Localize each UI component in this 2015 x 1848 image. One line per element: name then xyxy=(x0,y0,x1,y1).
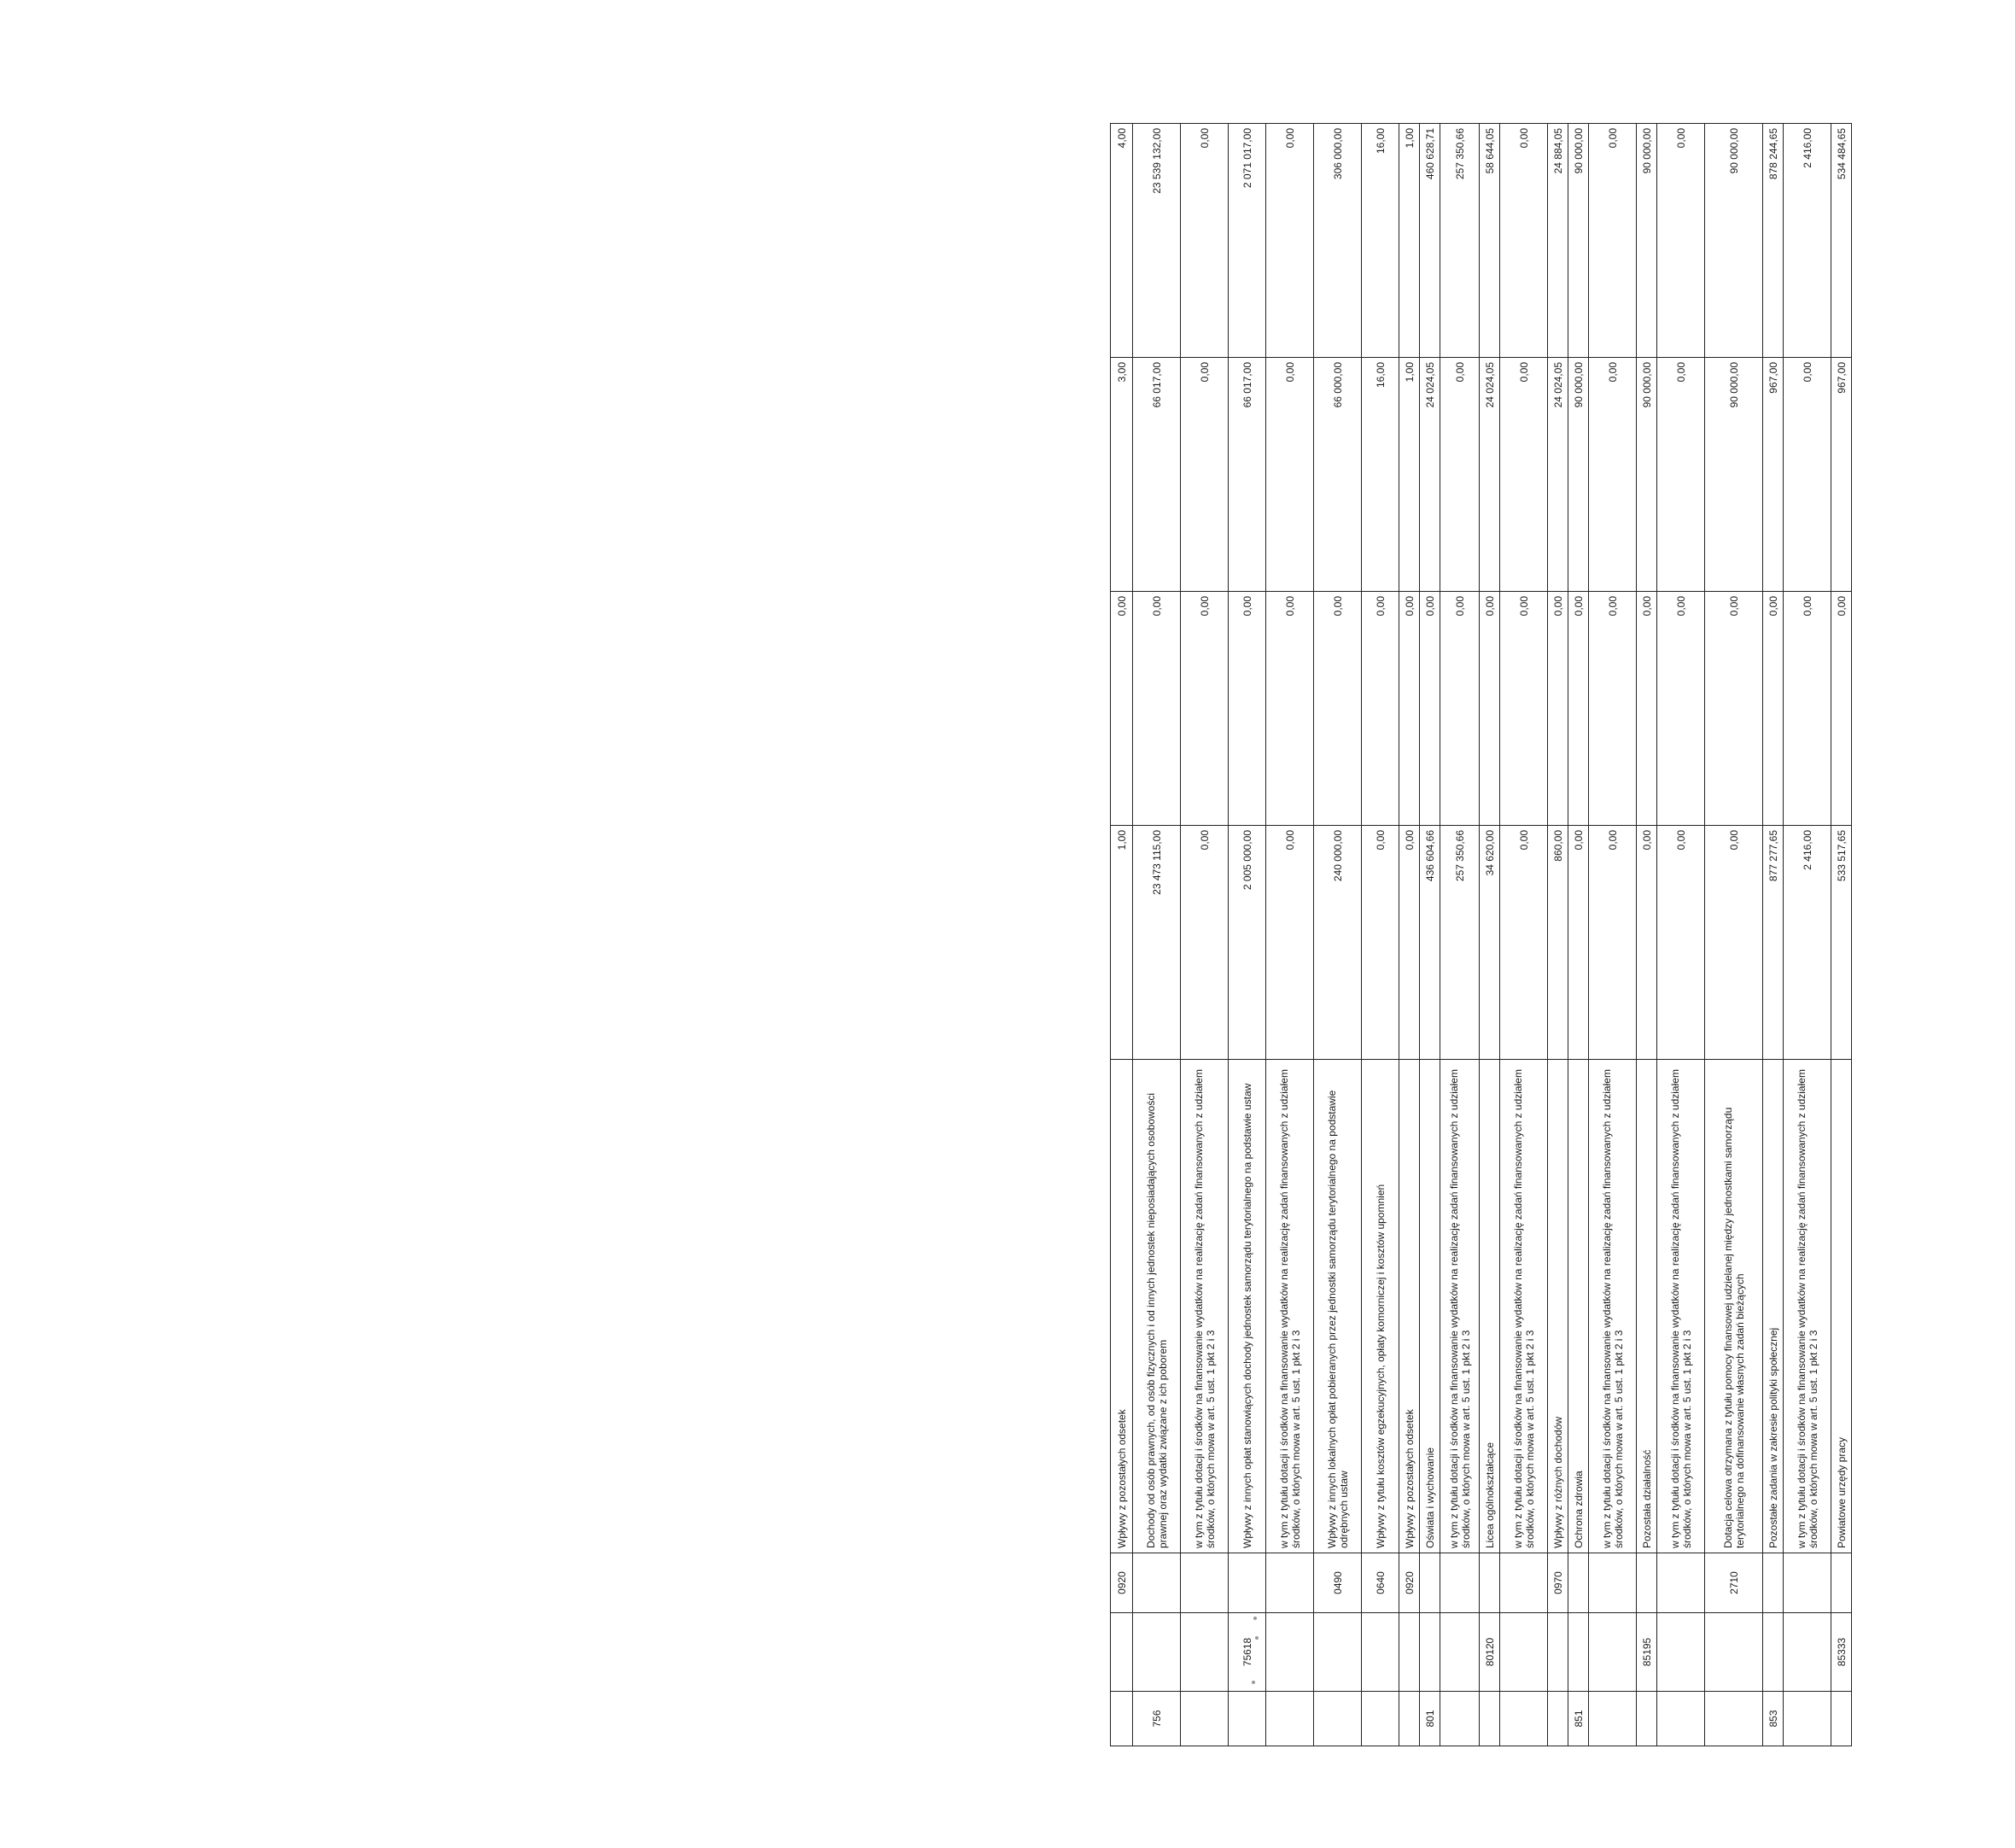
increase-amount-cell: 90 000,00 xyxy=(1637,358,1657,592)
paragraf-cell xyxy=(1420,1553,1440,1613)
after-change-amount-cell: 90 000,00 xyxy=(1637,124,1657,358)
increase-amount-cell: 967,00 xyxy=(1763,358,1784,592)
description-cell: Wpływy z pozostałych odsetek xyxy=(1111,1060,1133,1553)
description-cell: w tym z tytułu dotacji i środków na finansowanie wydatków na realizację zadań finansowanych z udziałem środków, o których mowa w art. 5 ust. 1 pkt 2 i 3 xyxy=(1657,1060,1705,1553)
rozdzial-cell: 85195 xyxy=(1637,1613,1657,1692)
increase-amount-cell: 0,00 xyxy=(1784,358,1831,592)
decrease-amount-cell: 0,00 xyxy=(1420,592,1440,826)
after-change-amount-cell: 0,00 xyxy=(1181,124,1229,358)
dzial-cell xyxy=(1440,1692,1480,1746)
dzial-cell xyxy=(1784,1692,1831,1746)
plan-amount-cell: 0,00 xyxy=(1181,826,1229,1060)
decrease-amount-cell: 0,00 xyxy=(1589,592,1637,826)
table-row xyxy=(1440,124,1480,1746)
rozdzial-cell xyxy=(1111,1613,1133,1692)
after-change-amount-cell: 23 539 132,00 xyxy=(1133,124,1181,358)
decrease-amount-cell: 0,00 xyxy=(1705,592,1763,826)
plan-amount-cell: 0,00 xyxy=(1362,826,1399,1060)
description-cell: w tym z tytułu dotacji i środków na finansowanie wydatków na realizację zadań finansowanych z udziałem środków, o których mowa w art. 5 ust. 1 pkt 2 i 3 xyxy=(1440,1060,1480,1553)
plan-amount-cell: 0,00 xyxy=(1266,826,1314,1060)
paragraf-cell xyxy=(1133,1553,1181,1613)
paragraf-cell xyxy=(1831,1553,1852,1613)
dzial-cell xyxy=(1266,1692,1314,1746)
rozdzial-cell xyxy=(1440,1613,1480,1692)
description-cell: Pozostała działalność xyxy=(1637,1060,1657,1553)
paragraf-cell: 0920 xyxy=(1111,1553,1133,1613)
table-row xyxy=(1831,124,1852,1746)
decrease-amount-cell: 0,00 xyxy=(1229,592,1266,826)
dzial-cell xyxy=(1589,1692,1637,1746)
rozdzial-cell xyxy=(1420,1613,1440,1692)
rozdzial-cell xyxy=(1784,1613,1831,1692)
dzial-cell xyxy=(1657,1692,1705,1746)
dzial-cell xyxy=(1705,1692,1763,1746)
after-change-amount-cell: 0,00 xyxy=(1657,124,1705,358)
dzial-cell xyxy=(1362,1692,1399,1746)
rozdzial-cell xyxy=(1705,1613,1763,1692)
increase-amount-cell: 0,00 xyxy=(1266,358,1314,592)
paragraf-cell xyxy=(1589,1553,1637,1613)
after-change-amount-cell: 534 484,65 xyxy=(1831,124,1852,358)
dzial-cell: 853 xyxy=(1763,1692,1784,1746)
dzial-cell xyxy=(1831,1692,1852,1746)
paragraf-cell: 0490 xyxy=(1314,1553,1362,1613)
rozdzial-cell xyxy=(1763,1613,1784,1692)
rozdzial-cell: 75618 xyxy=(1229,1613,1266,1692)
after-change-amount-cell: 878 244,65 xyxy=(1763,124,1784,358)
paragraf-cell: 0920 xyxy=(1399,1553,1420,1613)
plan-amount-cell: 860,00 xyxy=(1548,826,1568,1060)
decrease-amount-cell: 0,00 xyxy=(1314,592,1362,826)
dzial-cell xyxy=(1111,1692,1133,1746)
increase-amount-cell: 90 000,00 xyxy=(1705,358,1763,592)
dzial-cell: 756 xyxy=(1133,1692,1181,1746)
plan-amount-cell: 0,00 xyxy=(1705,826,1763,1060)
after-change-amount-cell: 0,00 xyxy=(1500,124,1548,358)
decrease-amount-cell: 0,00 xyxy=(1399,592,1420,826)
increase-amount-cell: 66 017,00 xyxy=(1133,358,1181,592)
increase-amount-cell: 0,00 xyxy=(1657,358,1705,592)
after-change-amount-cell: 306 000,00 xyxy=(1314,124,1362,358)
increase-amount-cell: 66 017,00 xyxy=(1229,358,1266,592)
description-cell: Powiatowe urzędy pracy xyxy=(1831,1060,1852,1553)
rozdzial-cell xyxy=(1399,1613,1420,1692)
plan-amount-cell: 0,00 xyxy=(1568,826,1589,1060)
paragraf-cell xyxy=(1568,1553,1589,1613)
rozdzial-cell xyxy=(1314,1613,1362,1692)
paragraf-cell: 0640 xyxy=(1362,1553,1399,1613)
after-change-amount-cell: 90 000,00 xyxy=(1705,124,1763,358)
plan-amount-cell: 2 416,00 xyxy=(1784,826,1831,1060)
after-change-amount-cell: 4,00 xyxy=(1111,124,1133,358)
increase-amount-cell: 24 024,05 xyxy=(1420,358,1440,592)
increase-amount-cell: 0,00 xyxy=(1181,358,1229,592)
decrease-amount-cell: 0,00 xyxy=(1500,592,1548,826)
plan-amount-cell: 0,00 xyxy=(1657,826,1705,1060)
description-cell: Pozostałe zadania w zakresie polityki społecznej xyxy=(1763,1060,1784,1553)
table-row xyxy=(1362,124,1399,1746)
dzial-cell xyxy=(1548,1692,1568,1746)
dzial-cell xyxy=(1229,1692,1266,1746)
after-change-amount-cell: 16,00 xyxy=(1362,124,1399,358)
paragraf-cell xyxy=(1480,1553,1500,1613)
plan-amount-cell: 0,00 xyxy=(1637,826,1657,1060)
decrease-amount-cell: 0,00 xyxy=(1763,592,1784,826)
table-body xyxy=(1111,124,1852,1746)
after-change-amount-cell: 24 884,05 xyxy=(1548,124,1568,358)
plan-amount-cell: 23 473 115,00 xyxy=(1133,826,1181,1060)
description-cell: Wpływy z różnych dochodów xyxy=(1548,1060,1568,1553)
rozdzial-cell xyxy=(1133,1613,1181,1692)
paragraf-cell xyxy=(1181,1553,1229,1613)
rozdzial-cell xyxy=(1589,1613,1637,1692)
after-change-amount-cell: 460 628,71 xyxy=(1420,124,1440,358)
paragraf-cell xyxy=(1784,1553,1831,1613)
dzial-cell: 851 xyxy=(1568,1692,1589,1746)
table-row xyxy=(1266,124,1314,1746)
rozdzial-cell xyxy=(1568,1613,1589,1692)
increase-amount-cell: 967,00 xyxy=(1831,358,1852,592)
plan-amount-cell: 2 005 000,00 xyxy=(1229,826,1266,1060)
rozdzial-cell: 80120 xyxy=(1480,1613,1500,1692)
table-row xyxy=(1763,124,1784,1746)
description-cell: w tym z tytułu dotacji i środków na finansowanie wydatków na realizację zadań finansowanych z udziałem środków, o których mowa w art. 5 ust. 1 pkt 2 i 3 xyxy=(1266,1060,1314,1553)
after-change-amount-cell: 1,00 xyxy=(1399,124,1420,358)
paragraf-cell xyxy=(1763,1553,1784,1613)
increase-amount-cell: 16,00 xyxy=(1362,358,1399,592)
decrease-amount-cell: 0,00 xyxy=(1440,592,1480,826)
description-cell: Oświata i wychowanie xyxy=(1420,1060,1440,1553)
decrease-amount-cell: 0,00 xyxy=(1784,592,1831,826)
dzial-cell xyxy=(1637,1692,1657,1746)
dzial-cell xyxy=(1399,1692,1420,1746)
table-row xyxy=(1111,124,1133,1746)
description-cell: Licea ogólnokształcące xyxy=(1480,1060,1500,1553)
paragraf-cell xyxy=(1440,1553,1480,1613)
table-row xyxy=(1784,124,1831,1746)
rozdzial-cell xyxy=(1500,1613,1548,1692)
plan-amount-cell: 0,00 xyxy=(1500,826,1548,1060)
description-cell: w tym z tytułu dotacji i środków na finansowanie wydatków na realizację zadań finansowanych z udziałem środków, o których mowa w art. 5 ust. 1 pkt 2 i 3 xyxy=(1589,1060,1637,1553)
decrease-amount-cell: 0,00 xyxy=(1133,592,1181,826)
rozdzial-cell xyxy=(1181,1613,1229,1692)
table-row xyxy=(1589,124,1637,1746)
increase-amount-cell: 24 024,05 xyxy=(1548,358,1568,592)
increase-amount-cell: 24 024,05 xyxy=(1480,358,1500,592)
scan-speck xyxy=(1253,1617,1257,1620)
paragraf-cell: 0970 xyxy=(1548,1553,1568,1613)
increase-amount-cell: 1,00 xyxy=(1399,358,1420,592)
after-change-amount-cell: 2 416,00 xyxy=(1784,124,1831,358)
after-change-amount-cell: 58 644,05 xyxy=(1480,124,1500,358)
rozdzial-cell xyxy=(1266,1613,1314,1692)
after-change-amount-cell: 2 071 017,00 xyxy=(1229,124,1266,358)
description-cell: Dochody od osób prawnych, od osób fizycznych i od innych jednostek nieposiadających osobowości prawnej oraz wydatki związane z ich poborem xyxy=(1133,1060,1181,1553)
plan-amount-cell: 1,00 xyxy=(1111,826,1133,1060)
description-cell: w tym z tytułu dotacji i środków na finansowanie wydatków na realizację zadań finansowanych z udziałem środków, o których mowa w art. 5 ust. 1 pkt 2 i 3 xyxy=(1181,1060,1229,1553)
plan-amount-cell: 877 277,65 xyxy=(1763,826,1784,1060)
table-row xyxy=(1637,124,1657,1746)
decrease-amount-cell: 0,00 xyxy=(1831,592,1852,826)
paragraf-cell xyxy=(1500,1553,1548,1613)
description-cell: Dotacja celowa otrzymana z tytułu pomocy finansowej udzielanej między jednostkami samorządu terytorialnego na dofinansowanie własnych zadań bieżących xyxy=(1705,1060,1763,1553)
table-row xyxy=(1548,124,1568,1746)
paragraf-cell xyxy=(1229,1553,1266,1613)
increase-amount-cell: 0,00 xyxy=(1589,358,1637,592)
after-change-amount-cell: 90 000,00 xyxy=(1568,124,1589,358)
decrease-amount-cell: 0,00 xyxy=(1657,592,1705,826)
decrease-amount-cell: 0,00 xyxy=(1637,592,1657,826)
dzial-cell xyxy=(1480,1692,1500,1746)
plan-amount-cell: 436 604,66 xyxy=(1420,826,1440,1060)
table-row xyxy=(1420,124,1440,1746)
budget-income-table xyxy=(1110,123,1852,1746)
dzial-cell: 801 xyxy=(1420,1692,1440,1746)
table-row xyxy=(1133,124,1181,1746)
dzial-cell xyxy=(1500,1692,1548,1746)
description-cell: Ochrona zdrowia xyxy=(1568,1060,1589,1553)
table-row xyxy=(1314,124,1362,1746)
after-change-amount-cell: 0,00 xyxy=(1589,124,1637,358)
paragraf-cell: 2710 xyxy=(1705,1553,1763,1613)
after-change-amount-cell: 0,00 xyxy=(1266,124,1314,358)
dzial-cell xyxy=(1314,1692,1362,1746)
paragraf-cell xyxy=(1266,1553,1314,1613)
plan-amount-cell: 0,00 xyxy=(1399,826,1420,1060)
after-change-amount-cell: 257 350,66 xyxy=(1440,124,1480,358)
decrease-amount-cell: 0,00 xyxy=(1111,592,1133,826)
decrease-amount-cell: 0,00 xyxy=(1362,592,1399,826)
decrease-amount-cell: 0,00 xyxy=(1568,592,1589,826)
paragraf-cell xyxy=(1657,1553,1705,1613)
table-row xyxy=(1480,124,1500,1746)
dzial-cell xyxy=(1181,1692,1229,1746)
description-cell: Wpływy z pozostałych odsetek xyxy=(1399,1060,1420,1553)
increase-amount-cell: 0,00 xyxy=(1440,358,1480,592)
plan-amount-cell: 0,00 xyxy=(1589,826,1637,1060)
table-row xyxy=(1399,124,1420,1746)
decrease-amount-cell: 0,00 xyxy=(1480,592,1500,826)
description-cell: Wpływy z innych opłat stanowiących dochody jednostek samorządu terytorialnego na podstawie ustaw xyxy=(1229,1060,1266,1553)
plan-amount-cell: 240 000,00 xyxy=(1314,826,1362,1060)
table-row xyxy=(1181,124,1229,1746)
plan-amount-cell: 34 620,00 xyxy=(1480,826,1500,1060)
increase-amount-cell: 3,00 xyxy=(1111,358,1133,592)
rotated-budget-sheet xyxy=(1110,124,2015,1746)
description-cell: Wpływy z innych lokalnych opłat pobieranych przez jednostki samorządu terytorialnego na podstawie odrębnych ustaw xyxy=(1314,1060,1362,1553)
description-cell: Wpływy z tytułu kosztów egzekucyjnych, opłaty komorniczej i kosztów upomnień xyxy=(1362,1060,1399,1553)
rozdzial-cell: 85333 xyxy=(1831,1613,1852,1692)
scan-speck xyxy=(1252,1681,1255,1684)
table-row xyxy=(1705,124,1763,1746)
increase-amount-cell: 90 000,00 xyxy=(1568,358,1589,592)
decrease-amount-cell: 0,00 xyxy=(1181,592,1229,826)
decrease-amount-cell: 0,00 xyxy=(1548,592,1568,826)
table-row xyxy=(1229,124,1266,1746)
rozdzial-cell xyxy=(1657,1613,1705,1692)
table-row xyxy=(1568,124,1589,1746)
scan-speck xyxy=(1255,1636,1259,1640)
plan-amount-cell: 257 350,66 xyxy=(1440,826,1480,1060)
plan-amount-cell: 533 517,65 xyxy=(1831,826,1852,1060)
paragraf-cell xyxy=(1637,1553,1657,1613)
description-cell: w tym z tytułu dotacji i środków na finansowanie wydatków na realizację zadań finansowanych z udziałem środków, o których mowa w art. 5 ust. 1 pkt 2 i 3 xyxy=(1500,1060,1548,1553)
table-row xyxy=(1500,124,1548,1746)
rozdzial-cell xyxy=(1548,1613,1568,1692)
rozdzial-cell xyxy=(1362,1613,1399,1692)
description-cell: w tym z tytułu dotacji i środków na finansowanie wydatków na realizację zadań finansowanych z udziałem środków, o których mowa w art. 5 ust. 1 pkt 2 i 3 xyxy=(1784,1060,1831,1553)
table-row xyxy=(1657,124,1705,1746)
increase-amount-cell: 66 000,00 xyxy=(1314,358,1362,592)
decrease-amount-cell: 0,00 xyxy=(1266,592,1314,826)
increase-amount-cell: 0,00 xyxy=(1500,358,1548,592)
